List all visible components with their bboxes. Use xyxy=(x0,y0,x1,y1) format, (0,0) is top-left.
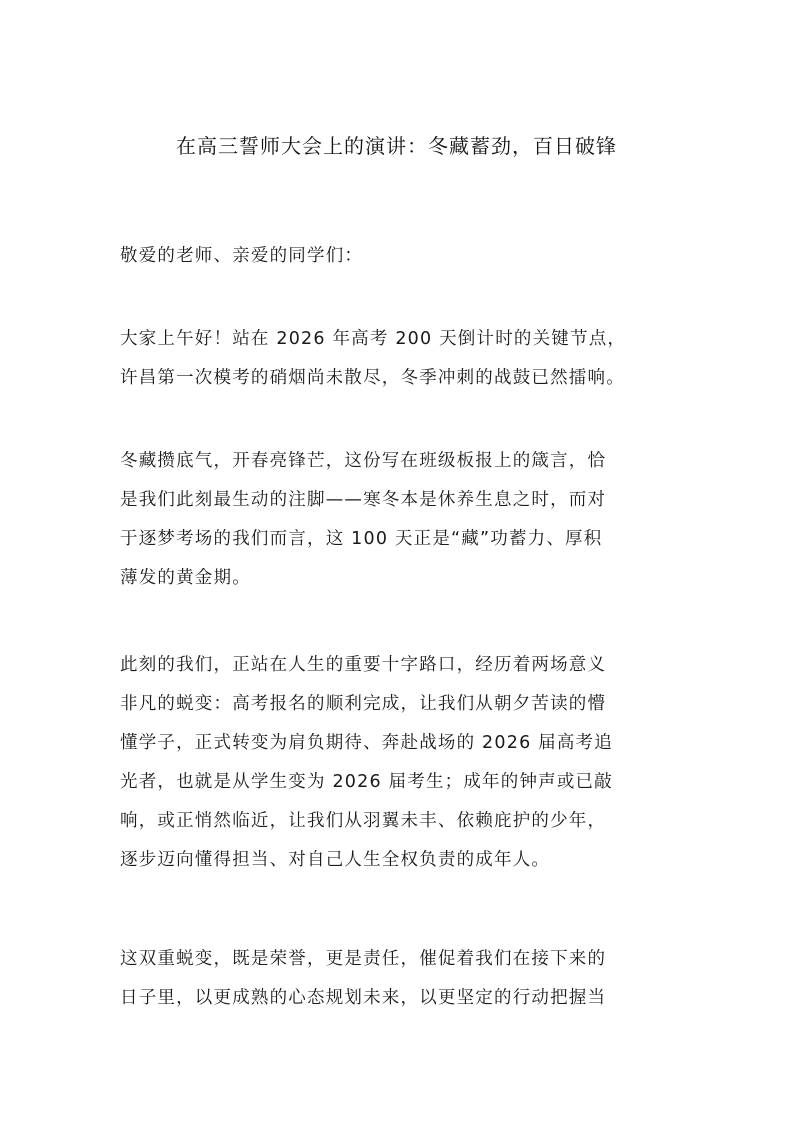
paragraph-line: 日子里，以更成熟的心态规划未来，以更坚定的行动把握当 xyxy=(120,988,607,1008)
paragraph-line: 逐步迈向懂得担当、对自己人生全权负责的成年人。 xyxy=(120,850,551,870)
paragraph-line: 冬藏攒底气，开春亮锋芒，这份写在班级板报上的箴言，恰 xyxy=(120,451,607,471)
paragraph-4 xyxy=(120,940,680,1018)
paragraph-line: 大家上午好！站在 2026 年高考 200 天倒计时的关键节点， xyxy=(120,329,627,349)
paragraph-line: 许昌第一次模考的硝烟尚未散尽，冬季冲刺的战鼓已然擂响。 xyxy=(120,368,625,388)
paragraph-2 xyxy=(120,442,680,598)
paragraph-line: 是我们此刻最生动的注脚——寒冬本是休养生息之时，而对 xyxy=(120,490,607,510)
paragraph-1 xyxy=(120,320,680,398)
salutation-text: 敬爱的老师、亲爱的同学们： xyxy=(120,246,364,266)
document-title: 在高三誓师大会上的演讲：冬藏蓄劲，百日破锋 xyxy=(176,134,617,158)
paragraph-line: 响，或正悄然临近，让我们从羽翼未丰、依赖庇护的少年， xyxy=(120,811,607,831)
paragraph-line: 光者，也就是从学生变为 2026 届考生；成年的钟声或已敲 xyxy=(120,772,613,792)
paragraph-line: 非凡的蜕变：高考报名的顺利完成，让我们从朝夕苦读的懵 xyxy=(120,694,607,714)
paragraph-line: 此刻的我们，正站在人生的重要十字路口，经历着两场意义 xyxy=(120,655,607,675)
paragraph-line: 薄发的黄金期。 xyxy=(120,568,251,588)
paragraph-line: 这双重蜕变，既是荣誉，更是责任，催促着我们在接下来的 xyxy=(120,949,607,969)
paragraph-3 xyxy=(120,646,680,880)
salutation xyxy=(120,237,680,276)
paragraph-line: 于逐梦考场的我们而言，这 100 天正是“藏”功蓄力、厚积 xyxy=(120,529,603,549)
paragraph-line: 懂学子，正式转变为肩负期待、奔赴战场的 2026 届高考追 xyxy=(120,733,613,753)
